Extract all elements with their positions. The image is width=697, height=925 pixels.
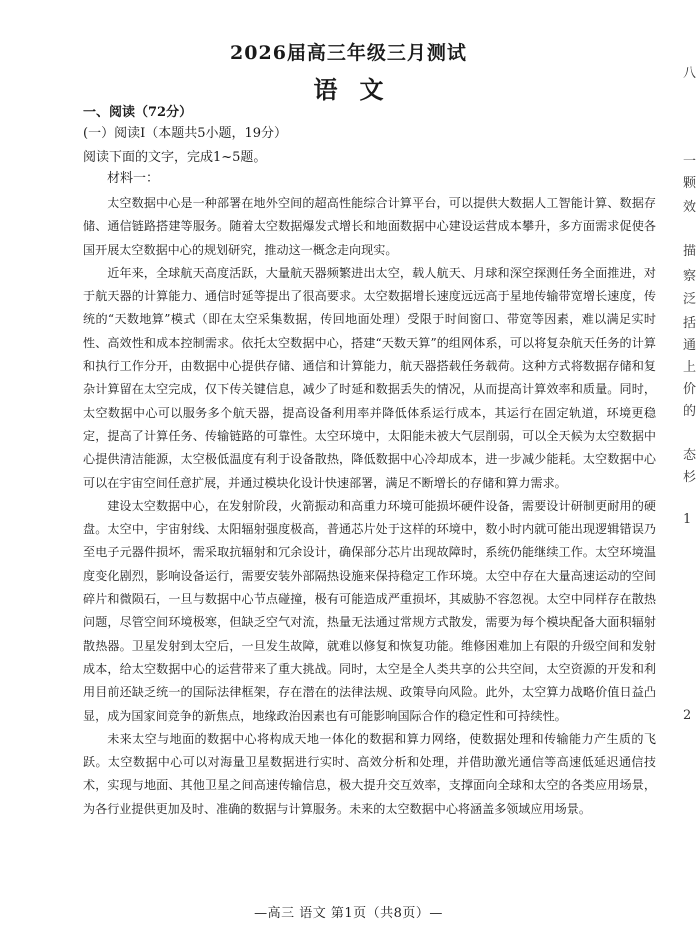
- edge-glyph: 一: [683, 154, 697, 169]
- material-label: 材料一：: [107, 171, 160, 186]
- edge-glyph: 的: [683, 404, 697, 419]
- reading-instruction: 阅读下面的文字，完成1~5题。: [83, 150, 267, 165]
- edge-glyph: 察: [683, 269, 697, 284]
- edge-glyph: 通: [683, 338, 697, 353]
- paragraph-1: 太空数据中心是一种部署在地外空间的超高性能综合计算平台，可以提供大数据人工智能计算、数据存储、通信链路搭建等服务。随着太空数据爆发式增长和地面数据中心建设运营成本攀升，多方面需求促使各国开展太空数据中心的规划研究，推动这一概念走向现实。: [83, 196, 656, 257]
- edge-glyph: 价: [683, 382, 697, 397]
- edge-glyph: 上: [683, 360, 697, 375]
- edge-glyph: 效: [683, 200, 697, 215]
- edge-glyph: 1: [683, 512, 692, 527]
- passage-body: [83, 192, 656, 821]
- edge-glyph: 泛: [683, 292, 697, 307]
- edge-glyph: 2: [683, 708, 692, 723]
- exam-title: 2026届高三年级三月测试: [230, 42, 467, 64]
- section-heading: 一、阅读（72分）: [83, 105, 193, 120]
- edge-glyph: 态: [683, 448, 697, 463]
- paragraph-3: 建设太空数据中心，在发射阶段，火箭振动和高重力环境可能损坏硬件设备，需要设计研制更耐用的硬盘。太空中，宇宙射线、太阳辐射强度极高，普通芯片处于这样的环境中，数小时内就可能出现逻辑错误乃至电子元器件损坏，需采取抗辐射和冗余设计，确保部分芯片出现故障时，系统仍能继续工作。太空环境温度变化剧烈，影响设备运行，需要安装外部隔热设施来保持稳定工作环境。太空中存在大量高速运动的空间碎片和微陨石，一旦与数据中心节点碰撞，极有可能造成严重损坏，其威胁不容忽视。太空中同样存在散热问题，尽管空间环境极寒，但缺乏空气对流，热量无法通过常规方式散发，需要为每个模块配备大面积辐射散热器。卫星发射到太空后，一旦发生故障，就难以修复和恢复功能。维修困难加上有限的升级空间和发射成本，给太空数据中心的运营带来了重大挑战。同时，太空是全人类共享的公共空间，太空资源的开发和利用目前还缺乏统一的国际法律框架，存在潜在的法律法规、政策导向风险。此外，太空算力战略价值日益凸显，成为国家间竞争的新焦点，地缘政治因素也有可能影响国际合作的稳定性和可持续性。: [83, 498, 656, 723]
- edge-glyph: 括: [683, 316, 697, 331]
- edge-glyph: 颗: [683, 176, 697, 191]
- edge-glyph: 八: [683, 66, 697, 81]
- edge-glyph: 杉: [683, 470, 697, 485]
- edge-glyph: 描: [683, 244, 697, 259]
- paragraph-2: 近年来，全球航天高度活跃，大量航天器频繁进出太空，载人航天、月球和深空探测任务全面推进，对于航天器的计算能力、通信时延等提出了很高要求。太空数据增长速度远远高于星地传输带宽增长速度，传统的“天数地算”模式（即在太空采集数据，传回地面处理）受限于时间窗口、带宽等因素，难以满足实时性、高效性和成本控制需求。依托太空数据中心，搭建“天数天算”的组网体系，可以将复杂航天任务的计算和执行工作分开，由数据中心提供存储、通信和计算能力，航天器搭载任务载荷。这种方式将数据存储和复杂计算留在太空完成，仅下传关键信息，减少了时延和数据丢失的情况，从而提高计算效率和质量。同时，太空数据中心可以服务多个航天器，提高设备利用率并降低体系运行成本，其运行在固定轨道，环境更稳定，提高了计算任务、传输链路的可靠性。太空环境中，太阳能未被大气层削弱，可以全天候为太空数据中心提供清洁能源，太空极低温度有利于设备散热，降低数据中心冷却成本，进一步减少能耗。太空数据中心可以在宇宙空间任意扩展，并通过模块化设计快速部署，满足不断增长的存储和算力需求。: [83, 265, 656, 490]
- paragraph-4: 未来太空与地面的数据中心将构成天地一体化的数据和算力网络，使数据处理和传输能力产生质的飞跃。太空数据中心可以对海量卫星数据进行实时、高效分析和处理，并借助激光通信等高速低延迟通信技术，实现与地面、其他卫星之间高速传输信息，极大提升交互效率，支撑面向全球和太空的各类应用场景，为各行业提供更加及时、准确的数据与计算服务。未来的太空数据中心将涵盖多领域应用场景。: [83, 731, 656, 816]
- subject-title: 语文: [313, 75, 406, 104]
- subsection-heading: (一）阅读I（本题共5小题，19分）: [83, 126, 288, 141]
- page-footer: —高三 语文 第1页（共8页）—: [254, 906, 443, 921]
